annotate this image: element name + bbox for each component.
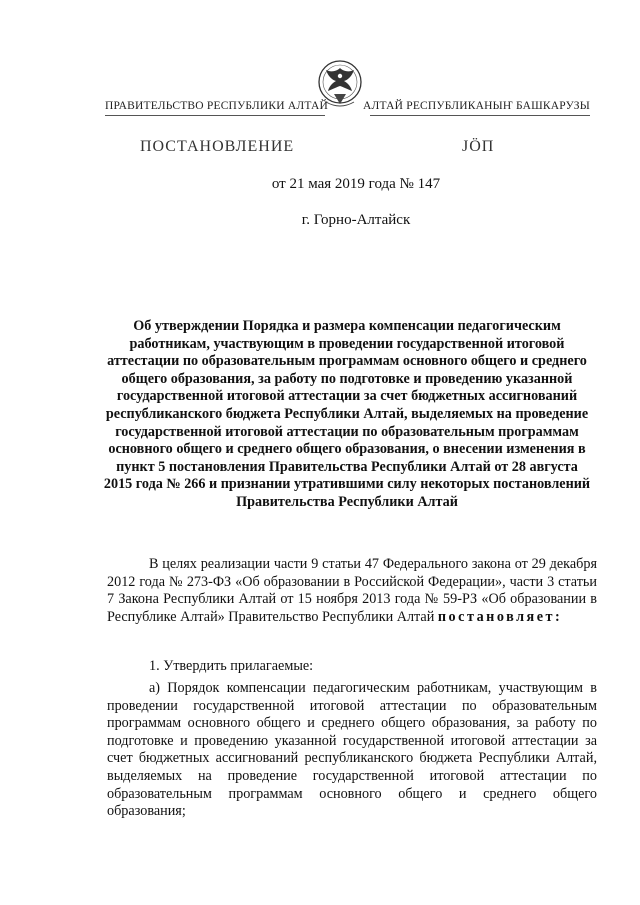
preamble-paragraph [107,556,597,626]
date-number-text: от 21 мая 2019 года № 147 [271,176,441,192]
clause-1-paragraph: 1. Утвердить прилагаемые: [149,658,314,674]
doc-type-altai: ЈӦП [462,138,495,155]
letterhead-left-text: ПРАВИТЕЛЬСТВО РЕСПУБЛИКИ АЛТАЙ [105,100,329,112]
resolves-emphasis: постановляет: [437,608,563,625]
letterhead-right-text: АЛТАЙ РЕСПУБЛИКАНЫҤ БАШКАРУЗЫ [363,100,590,112]
preamble-text: В целях реализации части 9 статьи 47 Федерального закона от 29 декабря 2012 года № 273-ФЗ «Об образовании в Российской Федерации», части 3 статьи 7 Закона Республики Алтай от 15 ноября 2013 года № 59-РЗ «Об образовании в Республике Алтай» Правительство Республики Алтай [107,556,597,625]
doc-type-russian: ПОСТАНОВЛЕНИЕ [140,138,295,155]
city-text: г. Горно-Алтайск [301,212,411,228]
document-letterhead [105,100,590,120]
document-city [0,212,640,229]
letterhead-rule-left [105,115,325,116]
document-date-number [0,176,640,193]
clause-1a-paragraph: а) Порядок компенсации педагогическим работникам, участвующим в проведении государственной итоговой аттестации по образовательным программам основного общего и среднего общего образования, за работу по подготовке и проведению указанной государственной итоговой аттестации за счет бюджетных ассигнований республиканского бюджета Республики Алтай, выделяемых на проведение государственной итоговой аттестации по образовательным программам основного общего и среднего общего образования; [107,680,597,820]
letterhead-rule-right [370,115,590,116]
document-title: Об утверждении Порядка и размера компенсации педагогическим работникам, участвующим в проведении государственной итоговой аттестации по образовательным программам основного общего и среднего общего образования, за работу по подготовке и проведению указанной государственной итоговой аттестации за счет бюджетных ассигнований республиканского бюджета Республики Алтай, выделяемых на проведение государственной итоговой аттестации по образовательным программам основного общего и среднего общего образования, о внесении изменения в пункт 5 постановления Правительства Республики Алтай от 28 августа 2015 года № 266 и признании утратившими силу некоторых постановлений Правительства Республики Алтай [103,318,591,510]
